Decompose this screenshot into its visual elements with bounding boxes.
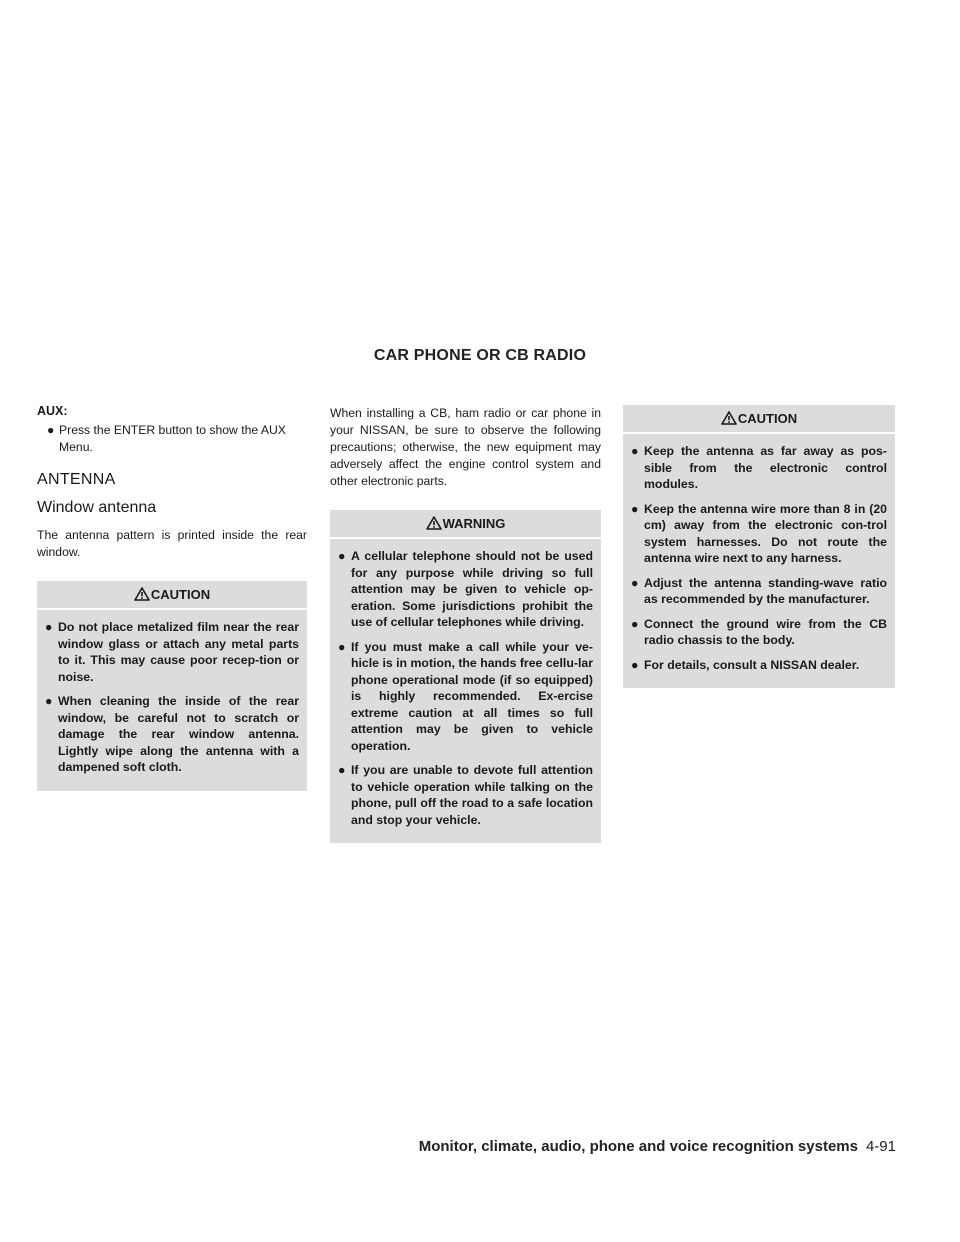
aux-bullet-text: Press the ENTER button to show the AUX Menu.: [59, 423, 286, 454]
caution-item: [631, 616, 887, 649]
caution-item-text: For details, consult a NISSAN dealer.: [644, 657, 860, 672]
caution-title-text: CAUTION: [737, 411, 798, 426]
warning-title: [330, 510, 601, 539]
caution-box-2: [623, 405, 895, 688]
caution-item-text: Keep the antenna wire more than 8 in (20 cm) away from the electronic con-trol system harnesses. Do not route the antenna wire next to any harness.: [644, 501, 887, 565]
caution-title-text: CAUTION: [150, 587, 211, 602]
caution-box-1: [37, 581, 307, 791]
warning-item-text: If you must make a call while your ve-hicle is in motion, the hands free cellu-lar phone operational mode (if so equipped) is highly recommended. Ex-ercise extreme caution at all times so full attention may be given to vehicle operation.: [351, 639, 593, 753]
bullet-icon: ●: [47, 423, 55, 437]
column-3: [623, 405, 895, 688]
warning-item: [338, 548, 593, 631]
bullet-icon: ●: [338, 639, 346, 654]
caution-item: [45, 693, 299, 776]
bullet-icon: ●: [45, 620, 53, 634]
footer-title: Monitor, climate, audio, phone and voice recognition systems: [418, 1138, 858, 1155]
caution-item: [631, 657, 887, 674]
warning-triangle-icon: [721, 411, 737, 428]
caution-item: [631, 501, 887, 567]
caution-item-text: When cleaning the inside of the rear window, be careful not to scratch or damage the rear window antenna. Lightly wipe along the antenna with a dampened soft cloth.: [58, 694, 299, 774]
warning-item-text: A cellular telephone should not be used for any purpose while driving so full attention may be given to vehicle op-eration. Some jurisdictions prohibit the use of cellular telephones while driving.: [351, 549, 593, 629]
bullet-icon: ●: [631, 501, 639, 516]
aux-label: AUX:: [37, 404, 68, 418]
cb-intro-text: When installing a CB, ham radio or car phone in your NISSAN, be sure to observe the following precautions; otherwise, the new equipment may adversely affect the engine control system and other electronic parts.: [330, 406, 601, 488]
warning-box: [330, 510, 601, 843]
caution-title-2: [623, 405, 895, 434]
window-antenna-text: The antenna pattern is printed inside the rear window.: [37, 528, 307, 559]
caution-item: [631, 443, 887, 493]
bullet-icon: ●: [631, 575, 639, 590]
antenna-heading: ANTENNA: [37, 471, 116, 488]
warning-title-text: WARNING: [442, 516, 506, 531]
bullet-icon: ●: [338, 549, 346, 563]
caution-item: [45, 619, 299, 685]
caution-title-1: [37, 581, 307, 610]
section-heading: CAR PHONE OR CB RADIO: [373, 347, 587, 364]
aux-bullet-item: [37, 422, 307, 456]
warning-item: [338, 762, 593, 828]
bullet-icon: ●: [631, 616, 639, 631]
warning-triangle-icon: [134, 587, 150, 604]
column-1: [37, 404, 307, 791]
caution-item-text: Keep the antenna as far away as pos-sible from the electronic control modules.: [644, 444, 887, 491]
bullet-icon: ●: [631, 444, 639, 458]
bullet-icon: ●: [45, 694, 53, 708]
column-2: [330, 405, 601, 843]
caution-item-text: Connect the ground wire from the CB radio chassis to the body.: [644, 616, 887, 647]
window-antenna-heading: Window antenna: [37, 499, 157, 516]
page-footer: [419, 1138, 896, 1155]
caution-item-text: Do not place metalized film near the rear window glass or attach any metal parts to it. This may cause poor recep-tion or noise.: [58, 620, 299, 684]
warning-item-text: If you are unable to devote full attention to vehicle operation while talking on the phone, pull off the road to a safe location and stop your vehicle.: [351, 763, 593, 827]
warning-item: [338, 639, 593, 755]
caution-item: [631, 575, 887, 608]
warning-triangle-icon: [426, 516, 442, 533]
caution-item-text: Adjust the antenna standing-wave ratio as recommended by the manufacturer.: [644, 575, 887, 606]
bullet-icon: ●: [338, 763, 346, 777]
bullet-icon: ●: [631, 657, 639, 672]
page-number: 4-91: [865, 1138, 896, 1155]
